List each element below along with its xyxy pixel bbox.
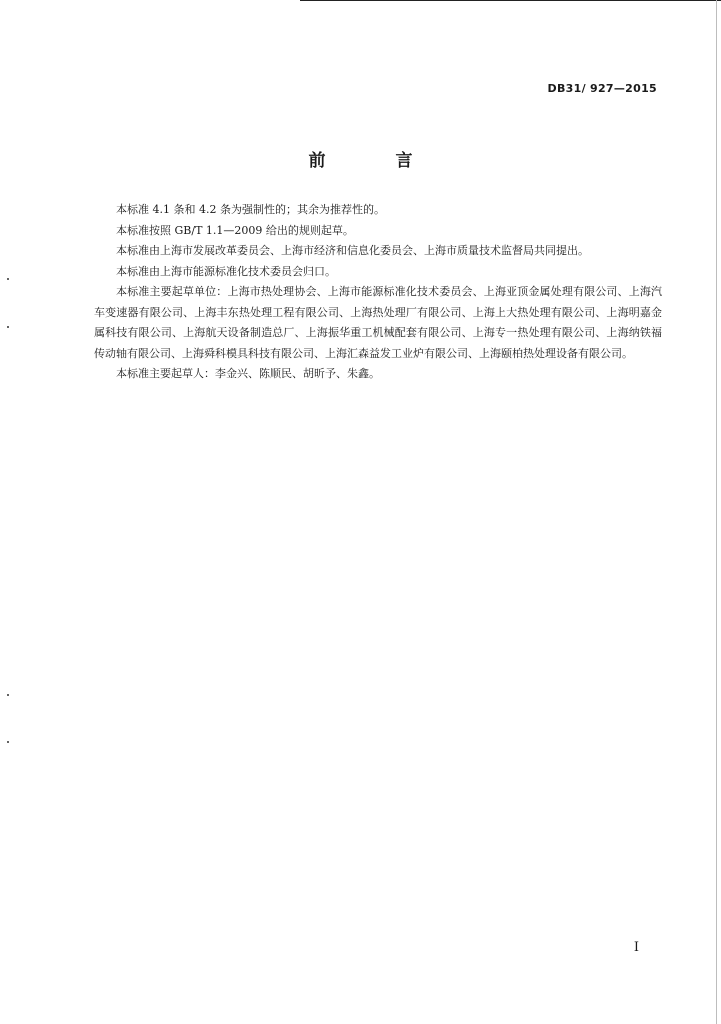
- standard-code: DB31/ 927—2015: [547, 82, 657, 95]
- page-number: I: [633, 940, 639, 955]
- paragraph-centralized-by: 本标准由上海市能源标准化技术委员会归口。: [116, 264, 336, 278]
- scan-margin-dot: [7, 326, 9, 328]
- scan-margin-dot: [7, 741, 9, 743]
- paragraph-proposed-by: 本标准由上海市发展改革委员会、上海市经济和信息化委员会、上海市质量技术监督局共同提出。: [116, 244, 589, 257]
- scan-margin-dot: [7, 278, 9, 280]
- paragraph-drafting-units: 本标准主要起草单位：上海市热处理协会、上海市能源标准化技术委员会、上海亚顶金属处理有限公司、上海汽车变速器有限公司、上海丰东热处理工程有限公司、上海热处理厂有限公司、上海上大热处理有限公司、上海明嘉金属科技有限公司、上海航天设备制造总厂、上海振华重工机械配套有限公司、上海专一热处理有限公司、上海纳铁福传动轴有限公司、上海舜科模具科技有限公司、上海汇森益发工业炉有限公司、上海颐柏热处理设备有限公司。: [94, 285, 662, 360]
- paragraph-drafters: 本标准主要起草人：李金兴、陈顺民、胡昕予、朱鑫。: [116, 367, 380, 380]
- page-title: 前 言: [308, 151, 445, 171]
- paragraph-mandatory-clauses: 本标准 4.1 条和 4.2 条为强制性的；其余为推荐性的。: [116, 203, 385, 216]
- top-border-rule: [300, 0, 721, 1]
- scan-margin-dot: [7, 694, 9, 696]
- paragraph-drafting-rules: 本标准按照 GB/T 1.1—2009 给出的规则起草。: [116, 223, 354, 237]
- foreword-body: [94, 200, 662, 385]
